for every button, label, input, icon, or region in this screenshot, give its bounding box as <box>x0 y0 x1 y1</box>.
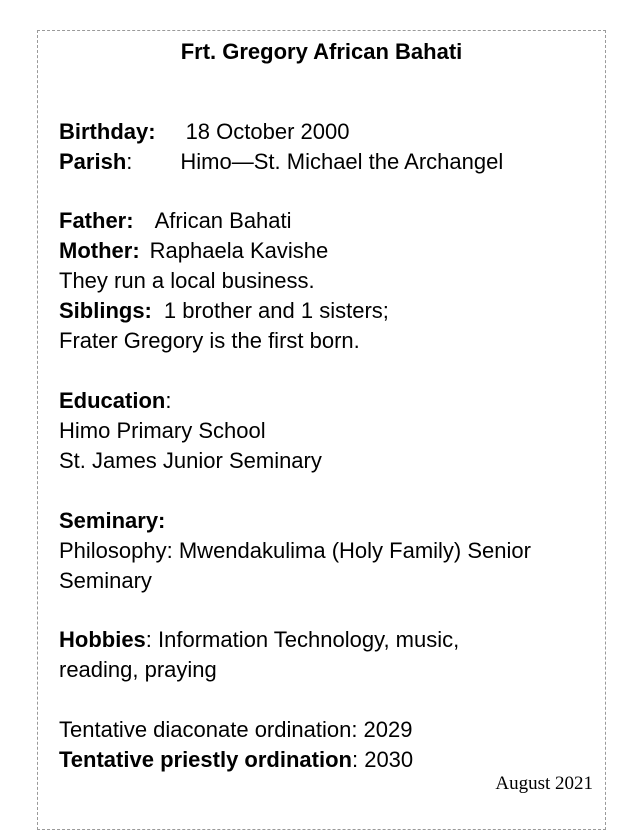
hobbies-value: : Information Technology, music, <box>145 627 460 652</box>
education-separator: : <box>165 388 172 413</box>
birthday-row <box>59 119 349 145</box>
parish-row <box>59 149 503 175</box>
mother-row <box>59 238 328 264</box>
priestly-label: Tentative priestly ordination <box>59 747 352 772</box>
birth-order-note: Frater Gregory is the first born. <box>59 328 360 353</box>
mother-value: Raphaela Kavishe <box>149 238 329 263</box>
birthday-label: Birthday: <box>59 119 156 144</box>
siblings-value: 1 brother and 1 sisters; <box>163 298 389 323</box>
seminary-line-2: Seminary <box>59 568 152 593</box>
profile-title: Frt. Gregory African Bahati <box>180 39 463 64</box>
profile-card <box>37 30 606 830</box>
priestly-value: : 2030 <box>351 747 414 772</box>
education-heading <box>59 388 171 414</box>
siblings-row <box>59 298 389 324</box>
mother-label: Mother: <box>59 238 140 263</box>
seminary-line-1: Philosophy: Mwendakulima (Holy Family) Senior <box>59 538 531 563</box>
family-note: They run a local business. <box>59 268 315 293</box>
hobbies-row <box>59 627 459 653</box>
father-row <box>59 208 292 234</box>
father-value: African Bahati <box>154 208 292 233</box>
education-item: Himo Primary School <box>59 418 266 443</box>
education-item: St. James Junior Seminary <box>59 448 322 473</box>
siblings-label: Siblings: <box>59 298 152 323</box>
parish-separator: : <box>126 149 133 174</box>
parish-label: Parish <box>59 149 127 174</box>
parish-value: Himo—St. Michael the Archangel <box>180 149 504 174</box>
seminary-label: Seminary: <box>59 508 166 533</box>
education-label: Education <box>59 388 166 413</box>
document-date: August 2021 <box>495 773 593 794</box>
father-label: Father: <box>59 208 134 233</box>
birthday-value: 18 October 2000 <box>185 119 350 144</box>
hobbies-label: Hobbies <box>59 627 146 652</box>
hobbies-line-2: reading, praying <box>59 657 217 682</box>
priestly-ordination-row <box>59 747 413 773</box>
diaconate-ordination: Tentative diaconate ordination: 2029 <box>59 717 413 742</box>
